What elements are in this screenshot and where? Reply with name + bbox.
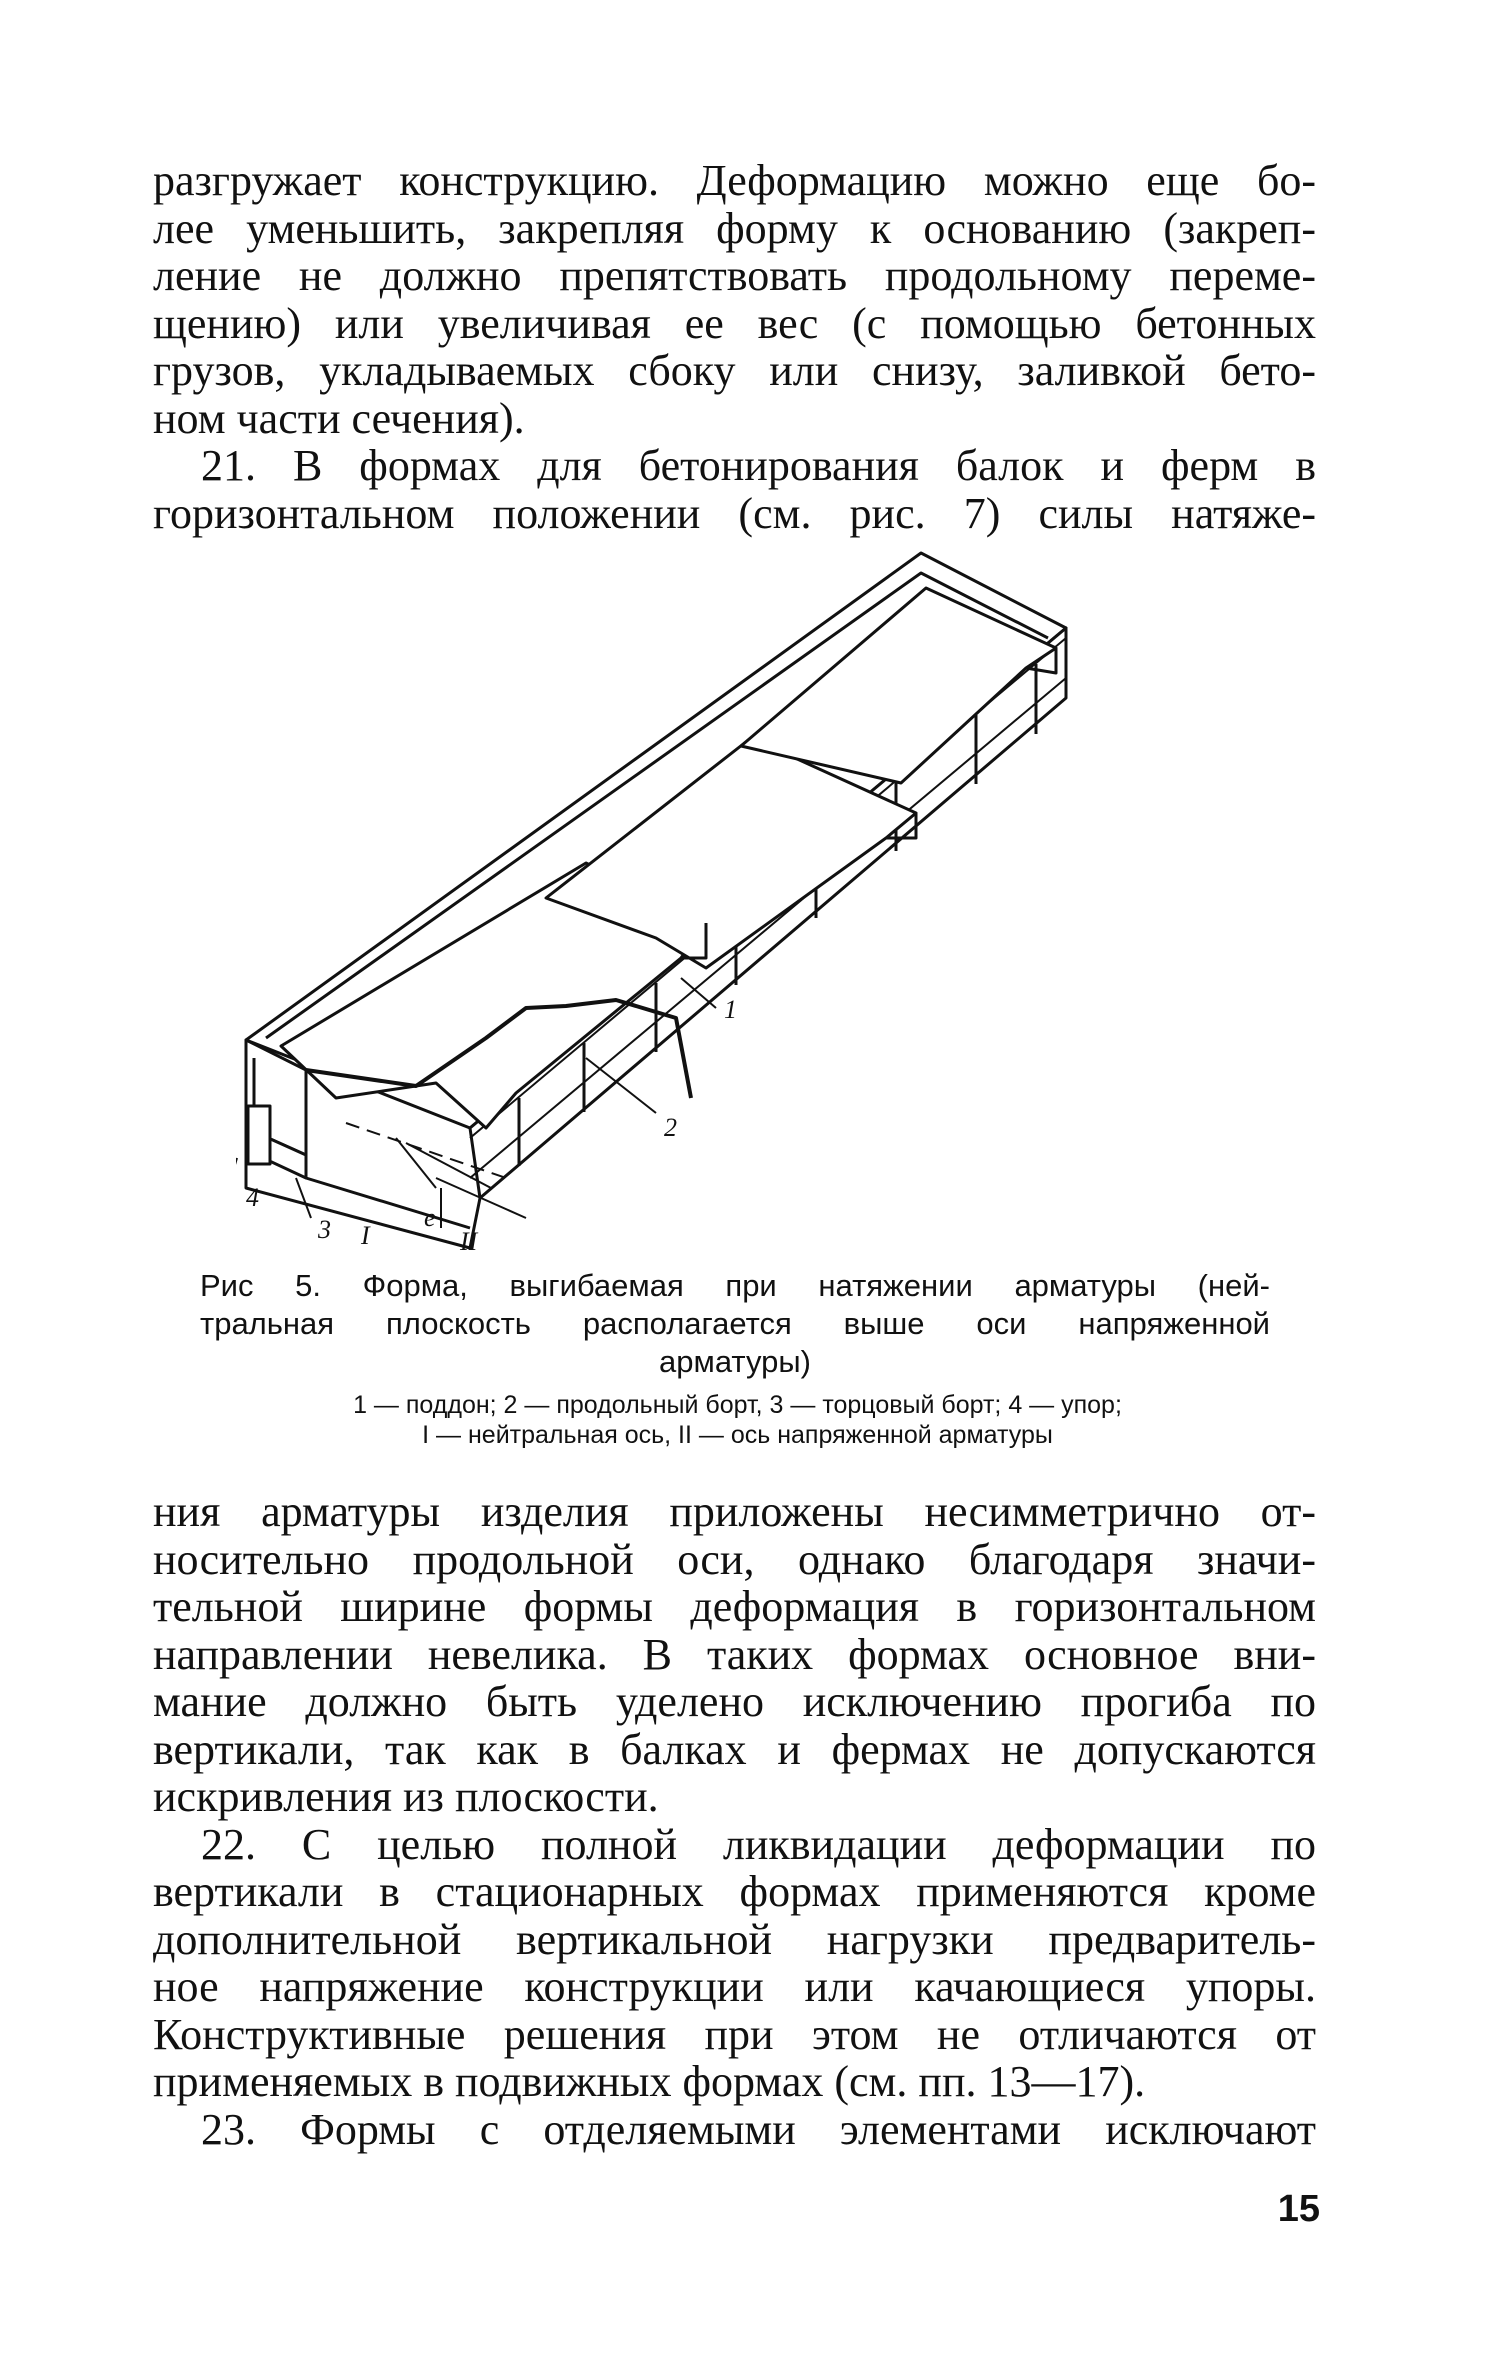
label-neutral-axis: I bbox=[361, 1221, 370, 1250]
caption-line: арматуры) bbox=[659, 1344, 811, 1379]
caption-line: тральная плоскость располагается выше оси напряженной bbox=[200, 1306, 1270, 1341]
label-tendon-axis: II bbox=[460, 1227, 478, 1256]
text-line: мание должно быть уделено исключению прогиба по bbox=[153, 1677, 1316, 1726]
figure-caption bbox=[200, 1267, 1270, 1381]
paragraph-bottom bbox=[153, 1488, 1316, 2153]
label-end-board: 3 bbox=[318, 1215, 331, 1244]
label-stop: 4 bbox=[246, 1183, 259, 1212]
caption-line: Рис 5. Форма, выгибаемая при натяжении арматуры (ней- bbox=[200, 1268, 1270, 1303]
stop-block bbox=[248, 1106, 270, 1164]
text-line: носительно продольной оси, однако благодаря значи- bbox=[153, 1534, 1316, 1584]
figure-legend bbox=[210, 1390, 1265, 1450]
text-line: вертикали, так как в балках и фермах не допускаются bbox=[153, 1724, 1316, 1774]
text-line: тельной ширине формы деформация в горизонтальном bbox=[153, 1582, 1316, 1631]
text-line: вертикали в стационарных формах применяются кроме bbox=[153, 1867, 1316, 1916]
text-line: Конструктивные решения при этом не отличаются от bbox=[153, 2009, 1316, 2059]
text-line: применяемых в подвижных формах (см. пп. 13—17). bbox=[153, 2057, 1146, 2106]
formwork-drawing bbox=[236, 538, 1276, 1256]
text-line: щению) или увеличивая ее вес (с помощью бетонных bbox=[153, 298, 1316, 348]
text-line: 23. Формы с отделяемыми элементами исключают bbox=[201, 2104, 1316, 2154]
text-line: 22. С целью полной ликвидации деформации по bbox=[201, 1819, 1316, 1869]
text-line: ном части сечения). bbox=[153, 393, 525, 443]
text-line: горизонтальном положении (см. рис. 7) силы натяже- bbox=[153, 488, 1316, 538]
label-longitudinal-board: 2 bbox=[664, 1113, 677, 1142]
text-line: грузов, укладываемых сбоку или снизу, заливкой бето- bbox=[153, 346, 1316, 395]
text-line: ление не должно препятствовать продольному переме- bbox=[153, 251, 1316, 300]
text-line: лее уменьшить, закрепляя форму к основанию (закреп- bbox=[153, 203, 1316, 253]
text-line: ния арматуры изделия приложены несимметрично от- bbox=[153, 1487, 1316, 1536]
label-eccentricity: e bbox=[424, 1203, 436, 1232]
text-line: дополнительной вертикальной нагрузки предваритель- bbox=[153, 1914, 1316, 1964]
legend-line: I — нейтральная ось, II — ось напряженной арматуры bbox=[422, 1421, 1053, 1449]
text-line: искривления из плоскости. bbox=[153, 1772, 659, 1821]
legend-line: 1 — поддон; 2 — продольный борт, 3 — торцовый борт; 4 — упор; bbox=[353, 1391, 1122, 1419]
text-line: разгружает конструкцию. Деформацию можно еще бо- bbox=[153, 156, 1316, 205]
paragraph-top bbox=[153, 157, 1316, 537]
label-pallet: 1 bbox=[724, 995, 737, 1024]
text-line: 21. В формах для бетонирования балок и ферм в bbox=[201, 441, 1316, 490]
text-line: ное напряжение конструкции или качающиеся упоры. bbox=[153, 1962, 1316, 2011]
text-line: направлении невелика. В таких формах основное вни- bbox=[153, 1629, 1316, 1679]
page-number: 15 bbox=[1277, 2188, 1320, 2230]
